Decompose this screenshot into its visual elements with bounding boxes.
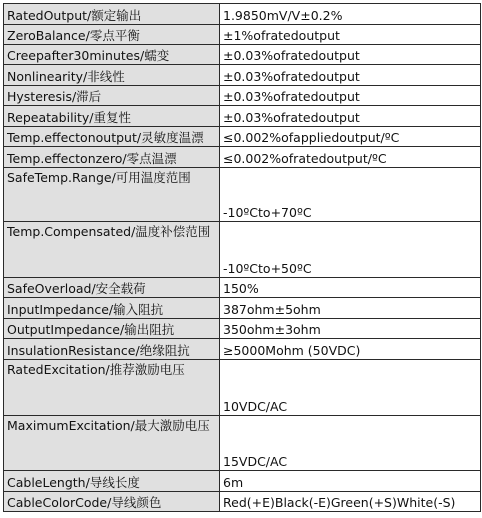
param-label: Temp.effectonzero/零点温漂 <box>4 147 220 168</box>
param-label: Creepafter30minutes/蠕变 <box>4 45 220 65</box>
table-row <box>4 106 481 127</box>
param-value: 387ohm±5ohm <box>220 298 481 319</box>
param-value: ≥5000Mohm (50VDC) <box>220 339 481 360</box>
table-row <box>4 278 481 298</box>
table-row <box>4 86 481 106</box>
param-label: CableLength/导线长度 <box>4 471 220 492</box>
param-value: -10ºCto+70ºC <box>220 168 481 222</box>
param-value: 6m <box>220 471 481 492</box>
param-value: ±0.03%ofratedoutput <box>220 106 481 127</box>
param-value: 1.9850mV/V±0.2% <box>220 4 481 25</box>
param-label: Temp.effectonoutput/灵敏度温漂 <box>4 127 220 147</box>
table-row <box>4 25 481 45</box>
table-row <box>4 222 481 278</box>
table-row <box>4 298 481 319</box>
table-row <box>4 4 481 25</box>
param-value: 150% <box>220 278 481 298</box>
param-label: SafeOverload/安全载荷 <box>4 278 220 298</box>
param-value: ≤0.002%ofappliedoutput/ºC <box>220 127 481 147</box>
param-label: MaximumExcitation/最大激励电压 <box>4 416 220 471</box>
param-label: Nonlinearity/非线性 <box>4 65 220 86</box>
param-label: InsulationResistance/绝缘阻抗 <box>4 339 220 360</box>
table-row <box>4 127 481 147</box>
param-value: ≤0.002%ofratedoutput/ºC <box>220 147 481 168</box>
param-label: RatedOutput/额定输出 <box>4 4 220 25</box>
table-row <box>4 339 481 360</box>
param-value: -10ºCto+50ºC <box>220 222 481 278</box>
param-label: InputImpedance/输入阻抗 <box>4 298 220 319</box>
param-value: ±0.03%ofratedoutput <box>220 65 481 86</box>
param-label: Repeatability/重复性 <box>4 106 220 127</box>
param-value: 10VDC/AC <box>220 360 481 416</box>
table-row <box>4 147 481 168</box>
param-label: ZeroBalance/零点平衡 <box>4 25 220 45</box>
param-label: OutputImpedance/输出阻抗 <box>4 319 220 339</box>
table-row <box>4 45 481 65</box>
table-row <box>4 492 481 512</box>
table-row <box>4 65 481 86</box>
table-row <box>4 471 481 492</box>
param-value: 15VDC/AC <box>220 416 481 471</box>
param-label: RatedExcitation/推荐激励电压 <box>4 360 220 416</box>
param-label: CableColorCode/导线颜色 <box>4 492 220 512</box>
param-label: SafeTemp.Range/可用温度范围 <box>4 168 220 222</box>
specification-table <box>3 3 481 512</box>
param-label: Temp.Compensated/温度补偿范围 <box>4 222 220 278</box>
param-value: Red(+E)Black(-E)Green(+S)White(-S) <box>220 492 481 512</box>
specification-table-body <box>4 4 481 512</box>
param-value: ±1%ofratedoutput <box>220 25 481 45</box>
param-label: Hysteresis/滞后 <box>4 86 220 106</box>
table-row <box>4 319 481 339</box>
table-row <box>4 168 481 222</box>
param-value: ±0.03%ofratedoutput <box>220 45 481 65</box>
param-value: 350ohm±3ohm <box>220 319 481 339</box>
table-row <box>4 360 481 416</box>
table-row <box>4 416 481 471</box>
param-value: ±0.03%ofratedoutput <box>220 86 481 106</box>
